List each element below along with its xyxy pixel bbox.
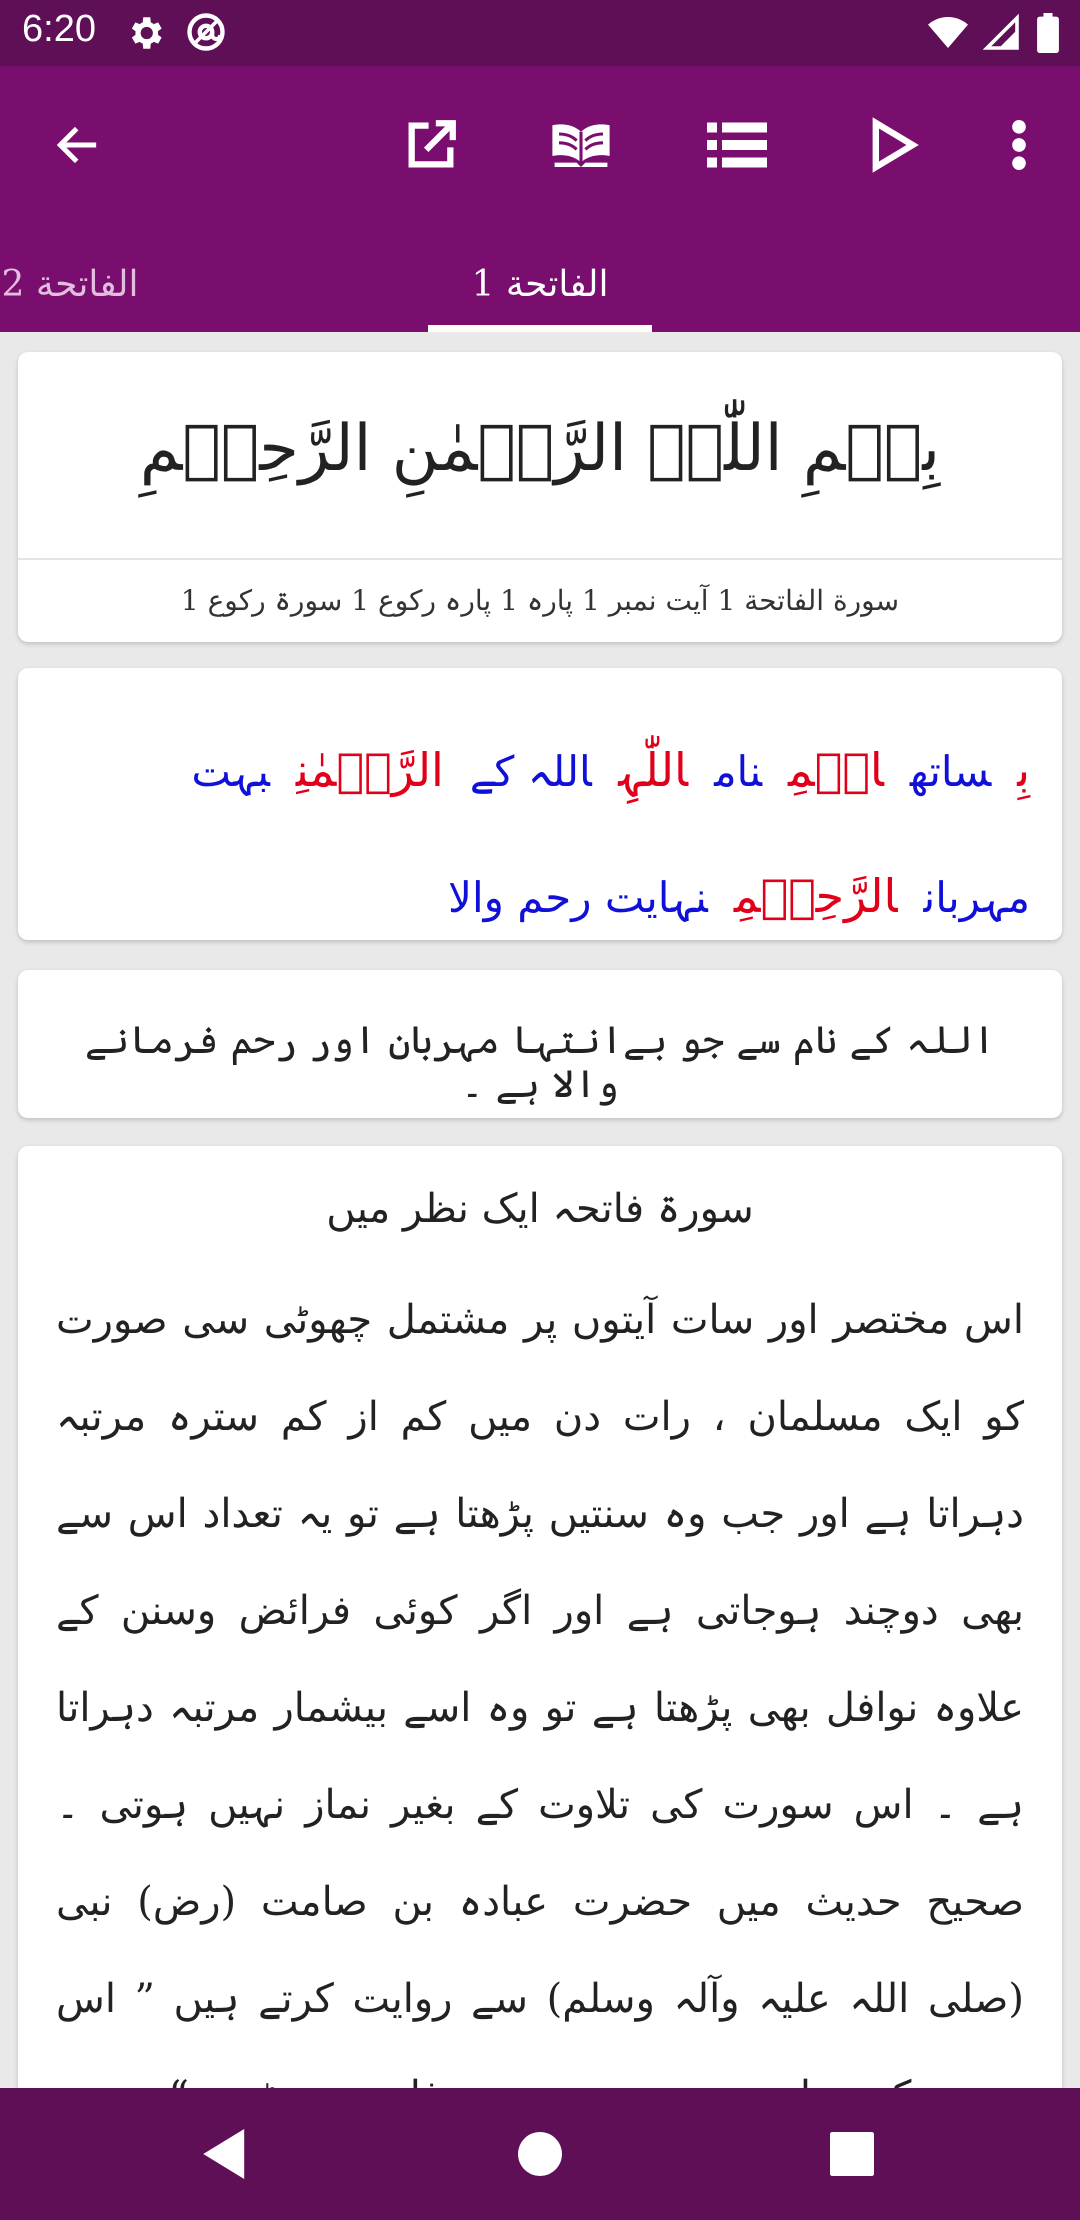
verse-arabic: بِسۡمِ اللّٰہِ الرَّحۡمٰنِ الرَّحِیۡمِ [139, 412, 941, 486]
tafseer-card [18, 1146, 1062, 2146]
list-icon[interactable] [704, 112, 770, 178]
urdu-meaning: نام [714, 747, 763, 796]
tafseer-title: سورۃ فاتحہ ایک نظر میں [326, 1186, 754, 1232]
urdu-meaning: ساتھ [909, 747, 992, 796]
cell-signal-icon [984, 15, 1020, 51]
arabic-word: بِ [1017, 743, 1030, 797]
verse-content[interactable] [0, 332, 1080, 2088]
at-sign-icon [184, 10, 228, 54]
arabic-word: اللّٰہِ [617, 743, 689, 797]
urdu-meaning: بہت مہربان [191, 747, 1030, 922]
tab-fatiha-1[interactable] [428, 236, 652, 332]
nav-back-icon[interactable] [196, 2124, 256, 2184]
app-bar [0, 66, 1080, 332]
word-list [50, 708, 1030, 960]
arabic-word: اسۡمِ [788, 743, 884, 797]
verse-reference: سورة الفاتحة 1 آیت نمبر 1 پارہ 1 پارہ رکوع 1 سورۃ رکوع 1 [180, 584, 900, 617]
share-external-icon[interactable] [398, 112, 464, 178]
urdu-meaning: اللہ کے [469, 747, 592, 796]
tafseer-body: اس مختصر اور سات آیتوں پر مشتمل چھوٹی سی صورت کو ایک مسلمان ، رات دن میں کم از کم سترہ مرتبہ دہراتا ہے اور جب وہ سنتیں پڑھتا ہے تو یہ تعداد اس سے بھی دوچند ہوجاتی ہے اور اگر کوئی فرائض وسنن کے علاوہ نوافل بھی پڑھتا ہے تو وہ اسے بیشمار مرتبہ دہراتا ہے ۔ اس سورت کی تلاوت کے بغیر نماز نہیں ہوتی ۔ صحیح حدیث میں حضرت عبادہ بن صامت (رض) نبی (صلی اللہ علیہ وآلہ وسلم) سے روایت کرتے ہیں ” اس [56, 1297, 1024, 2022]
tab-label: الفاتحة 1 [471, 263, 609, 305]
translation-text: اللہ کے نام سے جو بےانتہا مہربان اور رحم فرمانے والا ہے ۔ [84, 1018, 996, 1106]
tab-fatiha-2[interactable] [0, 236, 150, 332]
open-book-icon[interactable] [548, 112, 614, 178]
tab-label: الفاتحة 2 [1, 263, 139, 305]
verse-card [18, 352, 1062, 642]
word-by-word-card [18, 668, 1062, 940]
arabic-word: الرَّحۡمٰنِ [295, 743, 444, 797]
surah-tabs [0, 236, 1080, 332]
tab-indicator [428, 325, 652, 332]
urdu-meaning: نہایت رحم والا [448, 873, 708, 922]
nav-recents-icon[interactable] [822, 2124, 882, 2184]
status-bar [0, 0, 1080, 66]
nav-home-icon[interactable] [510, 2124, 570, 2184]
gear-icon [124, 12, 166, 54]
play-icon[interactable] [860, 112, 926, 178]
wifi-icon [928, 15, 968, 51]
translation-card [18, 970, 1062, 1118]
more-vert-icon[interactable] [986, 112, 1052, 178]
status-time: 6:20 [22, 8, 96, 50]
arabic-word: الرَّحِیۡمِ [733, 869, 898, 923]
back-arrow-icon[interactable] [44, 112, 110, 178]
divider [18, 558, 1062, 560]
battery-icon [1036, 13, 1060, 53]
system-nav-bar [0, 2088, 1080, 2220]
